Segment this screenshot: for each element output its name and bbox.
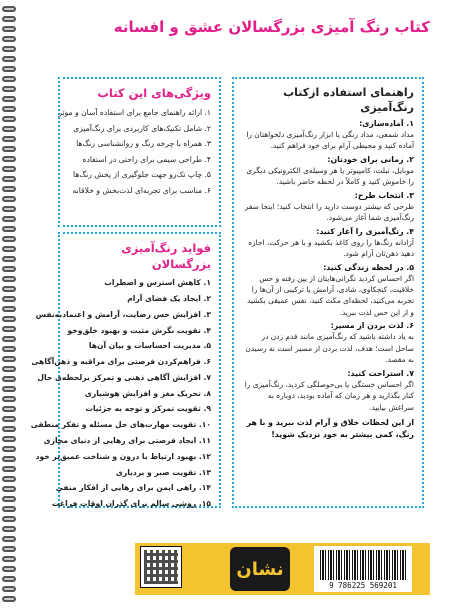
spiral-ring: [2, 216, 16, 222]
guide-box: [232, 77, 424, 508]
isbn-number: 9 786225 569201: [329, 581, 397, 590]
page-title: کتاب رنگ آمیزی بزرگسالان عشق و افسانه: [113, 18, 430, 36]
spiral-ring: [2, 236, 16, 242]
spiral-ring: [2, 306, 16, 312]
guide-section-title: ۲. زمانی برای خودتان:: [327, 154, 414, 164]
spiral-ring: [2, 366, 16, 372]
isbn-barcode: [314, 546, 412, 592]
spiral-ring: [2, 336, 16, 342]
features-box: [58, 77, 221, 227]
spiral-ring: [2, 296, 16, 302]
spiral-ring: [2, 516, 16, 522]
spiral-ring: [2, 346, 16, 352]
guide-closing: از این لحظات خلاق و آرام لذت ببرید و با هر رنگ، کمی بیشتر به خود نزدیک شوید!: [246, 418, 414, 440]
spiral-ring: [2, 466, 16, 472]
spiral-ring: [2, 166, 16, 172]
guide-section-text: مداد شمعی، مداد رنگی یا ابزار رنگ‌آمیزی دلخواهتان را آماده کنید و محیطی آرام برای خود فراهم کنید.: [246, 129, 414, 151]
list-item: ۵. مدیریت احساسات و بیان آن‌ها: [88, 341, 211, 351]
list-item: ۱. کاهش استرس و اضطراب: [104, 278, 211, 288]
list-item: ۵. چاپ تک‌رو جهت جلوگیری از پخش رنگ‌ها: [73, 170, 211, 180]
guide-section-text: آزادانه رنگ‌ها را روی کاغذ بکشید و با هر حرکت، اجازه دهید ذهن‌تان آرام شود.: [248, 237, 414, 259]
list-item: ۲. شامل تکنیک‌های کاربردی برای رنگ‌آمیزی: [73, 123, 211, 133]
spiral-ring: [2, 66, 16, 72]
spiral-ring: [2, 276, 16, 282]
spiral-ring: [2, 116, 16, 122]
spiral-ring: [2, 496, 16, 502]
spiral-ring: [2, 46, 16, 52]
spiral-ring: [2, 416, 16, 422]
spiral-ring: [2, 176, 16, 182]
guide-section-title: ۱. آماده‌سازی:: [359, 118, 414, 128]
guide-section-title: ۵. در لحظه زندگی کنید:: [323, 262, 414, 272]
spiral-ring: [2, 316, 16, 322]
spiral-ring: [2, 476, 16, 482]
spiral-ring: [2, 556, 16, 562]
guide-section-title: ۴. رنگ‌آمیزی را آغاز کنید:: [316, 226, 414, 236]
spiral-ring: [2, 286, 16, 292]
spiral-ring: [2, 596, 16, 602]
spiral-ring: [2, 406, 16, 412]
qr-pattern: [144, 550, 178, 584]
publisher-logo: نشان: [230, 547, 290, 591]
list-item: ۱۱. ایجاد فرصتی برای رهایی از دنیای مجازی: [43, 436, 211, 445]
list-item: ۴. طراحی سیمی برای راحتی در استفاده: [82, 154, 211, 164]
benefits-box: [30, 232, 221, 509]
spiral-ring: [2, 186, 16, 192]
spiral-ring: [2, 106, 16, 112]
list-item: ۸. تحریک مغز و افزایش هوشیاری: [84, 388, 211, 398]
spiral-ring: [2, 586, 16, 592]
list-item: ۶. فراهم‌کردن فرصتی برای مراقبه و ذهن‌آگاهی: [31, 357, 211, 367]
list-item: ۴. تقویت نگرش مثبت و بهبود خلق‌وخو: [67, 325, 211, 335]
spiral-ring: [2, 566, 16, 572]
spiral-ring: [2, 16, 16, 22]
features-list: [58, 105, 211, 198]
spiral-ring: [2, 146, 16, 152]
list-item: ۱۴. راهی ایمن برای رهایی از افکار منفی: [55, 483, 211, 493]
list-item: ۳. همراه با چرخه رنگ و روانشناسی رنگ‌ها: [76, 139, 211, 149]
guide-heading: راهنمای استفاده ازکتاب رنگ‌آمیزی: [283, 86, 414, 115]
spiral-ring: [2, 86, 16, 92]
spiral-ring: [2, 446, 16, 452]
list-item: ۱۰. تقویت مهارت‌های حل مسئله و تفکر منطقی: [30, 420, 211, 430]
spiral-ring: [2, 6, 16, 12]
spiral-ring: [2, 256, 16, 262]
spiral-ring: [2, 536, 16, 542]
spiral-ring: [2, 136, 16, 142]
spiral-ring: [2, 156, 16, 162]
spiral-ring: [2, 356, 16, 362]
spiral-ring: [2, 206, 16, 212]
spiral-ring: [2, 326, 16, 332]
list-item: ۱۲. بهبود ارتباط با درون و شناخت عمیق‌تر خود: [35, 451, 211, 461]
qr-code: [140, 546, 182, 588]
list-item: ۲. ایجاد یک فضای آرام: [127, 293, 211, 303]
list-item: ۳. افزایش حس رضایت، آرامش و اعتماد‌به‌نفس: [35, 309, 211, 319]
spiral-binding: [0, 0, 18, 608]
spiral-ring: [2, 36, 16, 42]
list-item: ۶. مناسب برای تجربه‌ای لذت‌بخش و خلاقانه: [72, 185, 211, 195]
guide-section-title: ۷. استراحت کنید:: [347, 368, 414, 378]
spiral-ring: [2, 436, 16, 442]
spiral-ring: [2, 546, 16, 552]
spiral-ring: [2, 96, 16, 102]
guide-section-title: ۳. انتخاب طرح:: [354, 190, 414, 200]
guide-section-text: طرحی که بیشتر دوست دارید را انتخاب کنید؛ اینجا سفر رنگ‌آمیزی شما آغاز می‌شود.: [244, 201, 414, 223]
guide-section-text: موبایل، تبلت، کامپیوتر یا هر وسیله‌ی الکترونیکی دیگری را خاموش کنید و کاملاً در لحظه حاضر باشید.: [246, 165, 414, 187]
spiral-ring: [2, 506, 16, 512]
guide-section-text: به یاد داشته باشید که رنگ‌آمیزی مانند قدم زدن در ساحل است؛ هدف، لذت بردن از مسیر است نه رسیدن به مقصد.: [245, 332, 414, 365]
list-item: ۷. افزایش آگاهی ذهنی و تمرکز برلحظه‌ی حال: [37, 372, 211, 382]
barcode-lines: [320, 550, 406, 580]
guide-section-text: اگر احساس کردید نگرانی‌هایتان از بین رفته و حس خلاقیت، کنجکاوی، شادی، آرامش یا ترکیبی از آن‌ها را تجربه می‌کنید، لحظه‌ای مکث کنید، نفس عمیقی بکشید و از این حس لذت ببرید.: [246, 273, 414, 317]
spiral-ring: [2, 196, 16, 202]
spiral-ring: [2, 376, 16, 382]
spiral-ring: [2, 576, 16, 582]
spiral-ring: [2, 456, 16, 462]
spiral-ring: [2, 486, 16, 492]
list-item: ۹. تقویت تمرکز و توجه به جزئیات: [85, 404, 211, 414]
spiral-ring: [2, 526, 16, 532]
spiral-ring: [2, 396, 16, 402]
features-heading: ویژگی‌های این کتاب: [97, 86, 211, 100]
spiral-ring: [2, 76, 16, 82]
spiral-ring: [2, 126, 16, 132]
list-item: ۱۳. تقویت صبر و بردباری: [115, 467, 211, 477]
guide-section-title: ۶. لذت بردن از مسیر:: [330, 321, 414, 331]
spiral-ring: [2, 26, 16, 32]
spiral-ring: [2, 246, 16, 252]
spiral-ring: [2, 56, 16, 62]
spiral-ring: [2, 266, 16, 272]
guide-section-text: اگر احساس خستگی یا بی‌حوصلگی کردید، رنگ‌آمیزی را کنار بگذارید و هر زمان که آماده بودید، دوباره به سراغش بیایید.: [244, 379, 414, 412]
spiral-ring: [2, 426, 16, 432]
benefits-list: [30, 275, 211, 512]
list-item: ۱. ارائه راهنمای جامع برای استفاده آسان و موثر: [58, 108, 211, 118]
benefits-heading: فواید رنگ‌آمیزی بزرگسالان: [121, 241, 211, 272]
spiral-ring: [2, 386, 16, 392]
spiral-ring: [2, 226, 16, 232]
list-item: ۱۵. روشی سالم برای گذران اوقات فراغت: [51, 499, 211, 509]
